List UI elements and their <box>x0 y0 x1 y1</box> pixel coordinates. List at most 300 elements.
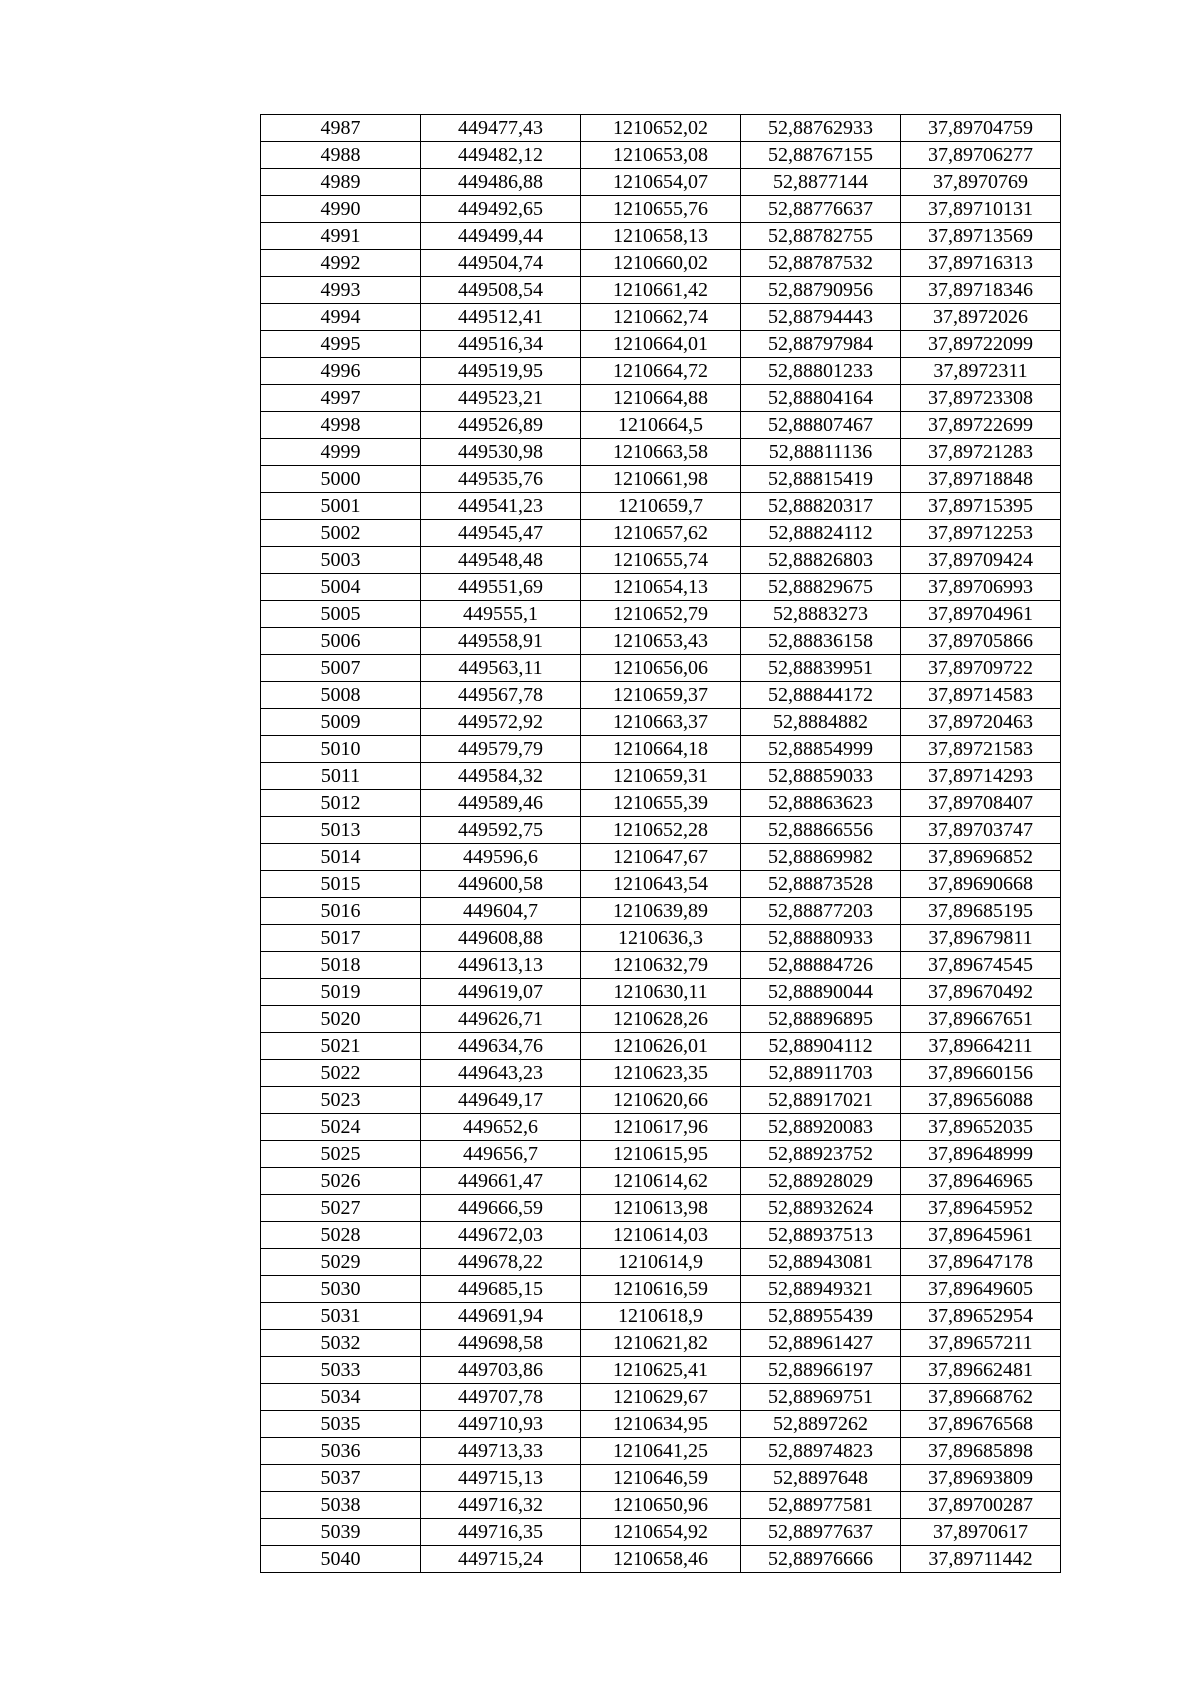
point-number-cell: 5030 <box>261 1276 421 1303</box>
longitude-cell: 37,89704759 <box>901 115 1061 142</box>
x-coordinate-cell: 449613,13 <box>421 952 581 979</box>
x-coordinate-cell: 449584,32 <box>421 763 581 790</box>
longitude-cell: 37,8970769 <box>901 169 1061 196</box>
table-row <box>261 1465 1061 1492</box>
longitude-cell: 37,89649605 <box>901 1276 1061 1303</box>
table-row <box>261 1222 1061 1249</box>
coordinates-table <box>260 114 1061 1573</box>
latitude-cell: 52,88955439 <box>741 1303 901 1330</box>
y-coordinate-cell: 1210656,06 <box>581 655 741 682</box>
x-coordinate-cell: 449541,23 <box>421 493 581 520</box>
point-number-cell: 5013 <box>261 817 421 844</box>
y-coordinate-cell: 1210616,59 <box>581 1276 741 1303</box>
x-coordinate-cell: 449477,43 <box>421 115 581 142</box>
point-number-cell: 5004 <box>261 574 421 601</box>
y-coordinate-cell: 1210664,72 <box>581 358 741 385</box>
table-row <box>261 574 1061 601</box>
x-coordinate-cell: 449499,44 <box>421 223 581 250</box>
table-row <box>261 115 1061 142</box>
table-row <box>261 223 1061 250</box>
table-row <box>261 1141 1061 1168</box>
y-coordinate-cell: 1210659,7 <box>581 493 741 520</box>
longitude-cell: 37,89709722 <box>901 655 1061 682</box>
point-number-cell: 5006 <box>261 628 421 655</box>
point-number-cell: 5036 <box>261 1438 421 1465</box>
longitude-cell: 37,89700287 <box>901 1492 1061 1519</box>
table-row <box>261 655 1061 682</box>
table-row <box>261 466 1061 493</box>
y-coordinate-cell: 1210625,41 <box>581 1357 741 1384</box>
point-number-cell: 5023 <box>261 1087 421 1114</box>
table-row <box>261 925 1061 952</box>
x-coordinate-cell: 449545,47 <box>421 520 581 547</box>
latitude-cell: 52,88859033 <box>741 763 901 790</box>
point-number-cell: 5018 <box>261 952 421 979</box>
table-row <box>261 1168 1061 1195</box>
table-row <box>261 844 1061 871</box>
x-coordinate-cell: 449535,76 <box>421 466 581 493</box>
latitude-cell: 52,88977581 <box>741 1492 901 1519</box>
point-number-cell: 5037 <box>261 1465 421 1492</box>
longitude-cell: 37,8972311 <box>901 358 1061 385</box>
x-coordinate-cell: 449707,78 <box>421 1384 581 1411</box>
table-row <box>261 979 1061 1006</box>
longitude-cell: 37,89693809 <box>901 1465 1061 1492</box>
longitude-cell: 37,89715395 <box>901 493 1061 520</box>
x-coordinate-cell: 449643,23 <box>421 1060 581 1087</box>
latitude-cell: 52,88836158 <box>741 628 901 655</box>
y-coordinate-cell: 1210655,74 <box>581 547 741 574</box>
y-coordinate-cell: 1210639,89 <box>581 898 741 925</box>
point-number-cell: 5024 <box>261 1114 421 1141</box>
latitude-cell: 52,88961427 <box>741 1330 901 1357</box>
y-coordinate-cell: 1210660,02 <box>581 250 741 277</box>
latitude-cell: 52,88787532 <box>741 250 901 277</box>
x-coordinate-cell: 449691,94 <box>421 1303 581 1330</box>
table-row <box>261 736 1061 763</box>
table-row <box>261 1060 1061 1087</box>
x-coordinate-cell: 449716,32 <box>421 1492 581 1519</box>
longitude-cell: 37,89706277 <box>901 142 1061 169</box>
longitude-cell: 37,89679811 <box>901 925 1061 952</box>
latitude-cell: 52,88782755 <box>741 223 901 250</box>
point-number-cell: 5022 <box>261 1060 421 1087</box>
x-coordinate-cell: 449715,24 <box>421 1546 581 1573</box>
x-coordinate-cell: 449486,88 <box>421 169 581 196</box>
point-number-cell: 4992 <box>261 250 421 277</box>
point-number-cell: 5038 <box>261 1492 421 1519</box>
latitude-cell: 52,88839951 <box>741 655 901 682</box>
table-row <box>261 682 1061 709</box>
point-number-cell: 4996 <box>261 358 421 385</box>
longitude-cell: 37,8972026 <box>901 304 1061 331</box>
y-coordinate-cell: 1210662,74 <box>581 304 741 331</box>
y-coordinate-cell: 1210663,58 <box>581 439 741 466</box>
latitude-cell: 52,88923752 <box>741 1141 901 1168</box>
x-coordinate-cell: 449548,48 <box>421 547 581 574</box>
y-coordinate-cell: 1210636,3 <box>581 925 741 952</box>
table-row <box>261 1546 1061 1573</box>
x-coordinate-cell: 449558,91 <box>421 628 581 655</box>
longitude-cell: 37,89722699 <box>901 412 1061 439</box>
x-coordinate-cell: 449713,33 <box>421 1438 581 1465</box>
point-number-cell: 5015 <box>261 871 421 898</box>
latitude-cell: 52,88966197 <box>741 1357 901 1384</box>
x-coordinate-cell: 449685,15 <box>421 1276 581 1303</box>
point-number-cell: 4994 <box>261 304 421 331</box>
y-coordinate-cell: 1210646,59 <box>581 1465 741 1492</box>
table-row <box>261 439 1061 466</box>
point-number-cell: 5040 <box>261 1546 421 1573</box>
longitude-cell: 37,89690668 <box>901 871 1061 898</box>
longitude-cell: 37,89713569 <box>901 223 1061 250</box>
latitude-cell: 52,88829675 <box>741 574 901 601</box>
longitude-cell: 37,89705866 <box>901 628 1061 655</box>
latitude-cell: 52,88977637 <box>741 1519 901 1546</box>
longitude-cell: 37,89652035 <box>901 1114 1061 1141</box>
y-coordinate-cell: 1210655,76 <box>581 196 741 223</box>
longitude-cell: 37,89704961 <box>901 601 1061 628</box>
point-number-cell: 5014 <box>261 844 421 871</box>
x-coordinate-cell: 449492,65 <box>421 196 581 223</box>
table-row <box>261 817 1061 844</box>
x-coordinate-cell: 449672,03 <box>421 1222 581 1249</box>
latitude-cell: 52,88794443 <box>741 304 901 331</box>
y-coordinate-cell: 1210641,25 <box>581 1438 741 1465</box>
longitude-cell: 37,89657211 <box>901 1330 1061 1357</box>
y-coordinate-cell: 1210658,46 <box>581 1546 741 1573</box>
x-coordinate-cell: 449504,74 <box>421 250 581 277</box>
longitude-cell: 37,89696852 <box>901 844 1061 871</box>
table-row <box>261 790 1061 817</box>
x-coordinate-cell: 449608,88 <box>421 925 581 952</box>
longitude-cell: 37,89714293 <box>901 763 1061 790</box>
latitude-cell: 52,88866556 <box>741 817 901 844</box>
y-coordinate-cell: 1210659,37 <box>581 682 741 709</box>
point-number-cell: 5012 <box>261 790 421 817</box>
point-number-cell: 5031 <box>261 1303 421 1330</box>
point-number-cell: 5010 <box>261 736 421 763</box>
y-coordinate-cell: 1210614,9 <box>581 1249 741 1276</box>
y-coordinate-cell: 1210661,42 <box>581 277 741 304</box>
longitude-cell: 37,89716313 <box>901 250 1061 277</box>
point-number-cell: 4993 <box>261 277 421 304</box>
table-row <box>261 331 1061 358</box>
point-number-cell: 5002 <box>261 520 421 547</box>
table-row <box>261 1438 1061 1465</box>
x-coordinate-cell: 449596,6 <box>421 844 581 871</box>
y-coordinate-cell: 1210623,35 <box>581 1060 741 1087</box>
point-number-cell: 5020 <box>261 1006 421 1033</box>
x-coordinate-cell: 449579,79 <box>421 736 581 763</box>
table-row <box>261 1357 1061 1384</box>
y-coordinate-cell: 1210620,66 <box>581 1087 741 1114</box>
coordinates-table-body <box>261 115 1061 1573</box>
x-coordinate-cell: 449523,21 <box>421 385 581 412</box>
latitude-cell: 52,88854999 <box>741 736 901 763</box>
x-coordinate-cell: 449563,11 <box>421 655 581 682</box>
point-number-cell: 5001 <box>261 493 421 520</box>
point-number-cell: 5011 <box>261 763 421 790</box>
latitude-cell: 52,8897262 <box>741 1411 901 1438</box>
longitude-cell: 37,89646965 <box>901 1168 1061 1195</box>
y-coordinate-cell: 1210647,67 <box>581 844 741 871</box>
table-row <box>261 277 1061 304</box>
table-row <box>261 196 1061 223</box>
x-coordinate-cell: 449656,7 <box>421 1141 581 1168</box>
longitude-cell: 37,89706993 <box>901 574 1061 601</box>
table-row <box>261 1087 1061 1114</box>
point-number-cell: 4987 <box>261 115 421 142</box>
table-row <box>261 601 1061 628</box>
x-coordinate-cell: 449589,46 <box>421 790 581 817</box>
x-coordinate-cell: 449482,12 <box>421 142 581 169</box>
x-coordinate-cell: 449519,95 <box>421 358 581 385</box>
x-coordinate-cell: 449716,35 <box>421 1519 581 1546</box>
latitude-cell: 52,88969751 <box>741 1384 901 1411</box>
y-coordinate-cell: 1210664,18 <box>581 736 741 763</box>
y-coordinate-cell: 1210630,11 <box>581 979 741 1006</box>
point-number-cell: 5005 <box>261 601 421 628</box>
table-row <box>261 142 1061 169</box>
latitude-cell: 52,88877203 <box>741 898 901 925</box>
y-coordinate-cell: 1210654,92 <box>581 1519 741 1546</box>
table-row <box>261 169 1061 196</box>
x-coordinate-cell: 449634,76 <box>421 1033 581 1060</box>
x-coordinate-cell: 449698,58 <box>421 1330 581 1357</box>
longitude-cell: 37,89652954 <box>901 1303 1061 1330</box>
latitude-cell: 52,88890044 <box>741 979 901 1006</box>
table-row <box>261 763 1061 790</box>
x-coordinate-cell: 449666,59 <box>421 1195 581 1222</box>
table-row <box>261 709 1061 736</box>
point-number-cell: 5008 <box>261 682 421 709</box>
table-row <box>261 1249 1061 1276</box>
latitude-cell: 52,88797984 <box>741 331 901 358</box>
y-coordinate-cell: 1210632,79 <box>581 952 741 979</box>
point-number-cell: 4999 <box>261 439 421 466</box>
latitude-cell: 52,88896895 <box>741 1006 901 1033</box>
x-coordinate-cell: 449715,13 <box>421 1465 581 1492</box>
y-coordinate-cell: 1210663,37 <box>581 709 741 736</box>
point-number-cell: 5025 <box>261 1141 421 1168</box>
y-coordinate-cell: 1210654,13 <box>581 574 741 601</box>
x-coordinate-cell: 449508,54 <box>421 277 581 304</box>
longitude-cell: 37,89710131 <box>901 196 1061 223</box>
y-coordinate-cell: 1210654,07 <box>581 169 741 196</box>
y-coordinate-cell: 1210664,5 <box>581 412 741 439</box>
point-number-cell: 5016 <box>261 898 421 925</box>
longitude-cell: 37,89703747 <box>901 817 1061 844</box>
longitude-cell: 37,89711442 <box>901 1546 1061 1573</box>
longitude-cell: 37,89709424 <box>901 547 1061 574</box>
latitude-cell: 52,88811136 <box>741 439 901 466</box>
longitude-cell: 37,89712253 <box>901 520 1061 547</box>
table-row <box>261 952 1061 979</box>
y-coordinate-cell: 1210664,88 <box>581 385 741 412</box>
y-coordinate-cell: 1210655,39 <box>581 790 741 817</box>
point-number-cell: 5028 <box>261 1222 421 1249</box>
longitude-cell: 37,89662481 <box>901 1357 1061 1384</box>
table-row <box>261 1492 1061 1519</box>
point-number-cell: 5019 <box>261 979 421 1006</box>
longitude-cell: 37,89722099 <box>901 331 1061 358</box>
point-number-cell: 4988 <box>261 142 421 169</box>
y-coordinate-cell: 1210659,31 <box>581 763 741 790</box>
x-coordinate-cell: 449567,78 <box>421 682 581 709</box>
point-number-cell: 5033 <box>261 1357 421 1384</box>
point-number-cell: 4989 <box>261 169 421 196</box>
latitude-cell: 52,88880933 <box>741 925 901 952</box>
latitude-cell: 52,88937513 <box>741 1222 901 1249</box>
point-number-cell: 4995 <box>261 331 421 358</box>
table-row <box>261 1384 1061 1411</box>
latitude-cell: 52,88917021 <box>741 1087 901 1114</box>
longitude-cell: 37,89718346 <box>901 277 1061 304</box>
latitude-cell: 52,88762933 <box>741 115 901 142</box>
table-row <box>261 385 1061 412</box>
table-row <box>261 898 1061 925</box>
latitude-cell: 52,88820317 <box>741 493 901 520</box>
y-coordinate-cell: 1210653,08 <box>581 142 741 169</box>
point-number-cell: 5026 <box>261 1168 421 1195</box>
y-coordinate-cell: 1210634,95 <box>581 1411 741 1438</box>
longitude-cell: 37,89648999 <box>901 1141 1061 1168</box>
table-row <box>261 1411 1061 1438</box>
latitude-cell: 52,88943081 <box>741 1249 901 1276</box>
latitude-cell: 52,88807467 <box>741 412 901 439</box>
point-number-cell: 4997 <box>261 385 421 412</box>
longitude-cell: 37,89670492 <box>901 979 1061 1006</box>
table-row <box>261 412 1061 439</box>
table-row <box>261 304 1061 331</box>
longitude-cell: 37,89720463 <box>901 709 1061 736</box>
longitude-cell: 37,89721283 <box>901 439 1061 466</box>
y-coordinate-cell: 1210613,98 <box>581 1195 741 1222</box>
longitude-cell: 37,89723308 <box>901 385 1061 412</box>
point-number-cell: 5034 <box>261 1384 421 1411</box>
y-coordinate-cell: 1210658,13 <box>581 223 741 250</box>
point-number-cell: 5027 <box>261 1195 421 1222</box>
latitude-cell: 52,8877144 <box>741 169 901 196</box>
latitude-cell: 52,8884882 <box>741 709 901 736</box>
longitude-cell: 37,8970617 <box>901 1519 1061 1546</box>
table-row <box>261 871 1061 898</box>
point-number-cell: 4998 <box>261 412 421 439</box>
x-coordinate-cell: 449604,7 <box>421 898 581 925</box>
x-coordinate-cell: 449592,75 <box>421 817 581 844</box>
longitude-cell: 37,89667651 <box>901 1006 1061 1033</box>
point-number-cell: 5000 <box>261 466 421 493</box>
x-coordinate-cell: 449572,92 <box>421 709 581 736</box>
y-coordinate-cell: 1210614,62 <box>581 1168 741 1195</box>
latitude-cell: 52,88826803 <box>741 547 901 574</box>
point-number-cell: 5021 <box>261 1033 421 1060</box>
x-coordinate-cell: 449678,22 <box>421 1249 581 1276</box>
longitude-cell: 37,89721583 <box>901 736 1061 763</box>
latitude-cell: 52,88801233 <box>741 358 901 385</box>
longitude-cell: 37,89668762 <box>901 1384 1061 1411</box>
latitude-cell: 52,88884726 <box>741 952 901 979</box>
table-row <box>261 628 1061 655</box>
y-coordinate-cell: 1210661,98 <box>581 466 741 493</box>
x-coordinate-cell: 449526,89 <box>421 412 581 439</box>
latitude-cell: 52,88767155 <box>741 142 901 169</box>
point-number-cell: 5009 <box>261 709 421 736</box>
latitude-cell: 52,88790956 <box>741 277 901 304</box>
x-coordinate-cell: 449649,17 <box>421 1087 581 1114</box>
point-number-cell: 5017 <box>261 925 421 952</box>
table-row <box>261 1276 1061 1303</box>
latitude-cell: 52,8883273 <box>741 601 901 628</box>
y-coordinate-cell: 1210652,79 <box>581 601 741 628</box>
table-row <box>261 250 1061 277</box>
latitude-cell: 52,88920083 <box>741 1114 901 1141</box>
point-number-cell: 4990 <box>261 196 421 223</box>
latitude-cell: 52,88904112 <box>741 1033 901 1060</box>
table-row <box>261 1114 1061 1141</box>
point-number-cell: 5003 <box>261 547 421 574</box>
latitude-cell: 52,88928029 <box>741 1168 901 1195</box>
longitude-cell: 37,89674545 <box>901 952 1061 979</box>
table-row <box>261 358 1061 385</box>
longitude-cell: 37,89660156 <box>901 1060 1061 1087</box>
longitude-cell: 37,89647178 <box>901 1249 1061 1276</box>
longitude-cell: 37,89645961 <box>901 1222 1061 1249</box>
y-coordinate-cell: 1210621,82 <box>581 1330 741 1357</box>
longitude-cell: 37,89664211 <box>901 1033 1061 1060</box>
x-coordinate-cell: 449703,86 <box>421 1357 581 1384</box>
y-coordinate-cell: 1210615,95 <box>581 1141 741 1168</box>
latitude-cell: 52,88869982 <box>741 844 901 871</box>
table-row <box>261 520 1061 547</box>
y-coordinate-cell: 1210626,01 <box>581 1033 741 1060</box>
longitude-cell: 37,89718848 <box>901 466 1061 493</box>
latitude-cell: 52,88911703 <box>741 1060 901 1087</box>
y-coordinate-cell: 1210652,28 <box>581 817 741 844</box>
table-row <box>261 1006 1061 1033</box>
y-coordinate-cell: 1210657,62 <box>581 520 741 547</box>
x-coordinate-cell: 449555,1 <box>421 601 581 628</box>
table-row <box>261 1330 1061 1357</box>
y-coordinate-cell: 1210617,96 <box>581 1114 741 1141</box>
latitude-cell: 52,88976666 <box>741 1546 901 1573</box>
table-row <box>261 493 1061 520</box>
longitude-cell: 37,89656088 <box>901 1087 1061 1114</box>
longitude-cell: 37,89714583 <box>901 682 1061 709</box>
latitude-cell: 52,88844172 <box>741 682 901 709</box>
y-coordinate-cell: 1210664,01 <box>581 331 741 358</box>
latitude-cell: 52,88863623 <box>741 790 901 817</box>
point-number-cell: 5032 <box>261 1330 421 1357</box>
longitude-cell: 37,89708407 <box>901 790 1061 817</box>
longitude-cell: 37,89685898 <box>901 1438 1061 1465</box>
longitude-cell: 37,89645952 <box>901 1195 1061 1222</box>
y-coordinate-cell: 1210653,43 <box>581 628 741 655</box>
latitude-cell: 52,88824112 <box>741 520 901 547</box>
latitude-cell: 52,88873528 <box>741 871 901 898</box>
table-row <box>261 1519 1061 1546</box>
latitude-cell: 52,88815419 <box>741 466 901 493</box>
x-coordinate-cell: 449600,58 <box>421 871 581 898</box>
x-coordinate-cell: 449710,93 <box>421 1411 581 1438</box>
longitude-cell: 37,89685195 <box>901 898 1061 925</box>
point-number-cell: 5035 <box>261 1411 421 1438</box>
point-number-cell: 5039 <box>261 1519 421 1546</box>
point-number-cell: 5029 <box>261 1249 421 1276</box>
y-coordinate-cell: 1210629,67 <box>581 1384 741 1411</box>
latitude-cell: 52,88932624 <box>741 1195 901 1222</box>
